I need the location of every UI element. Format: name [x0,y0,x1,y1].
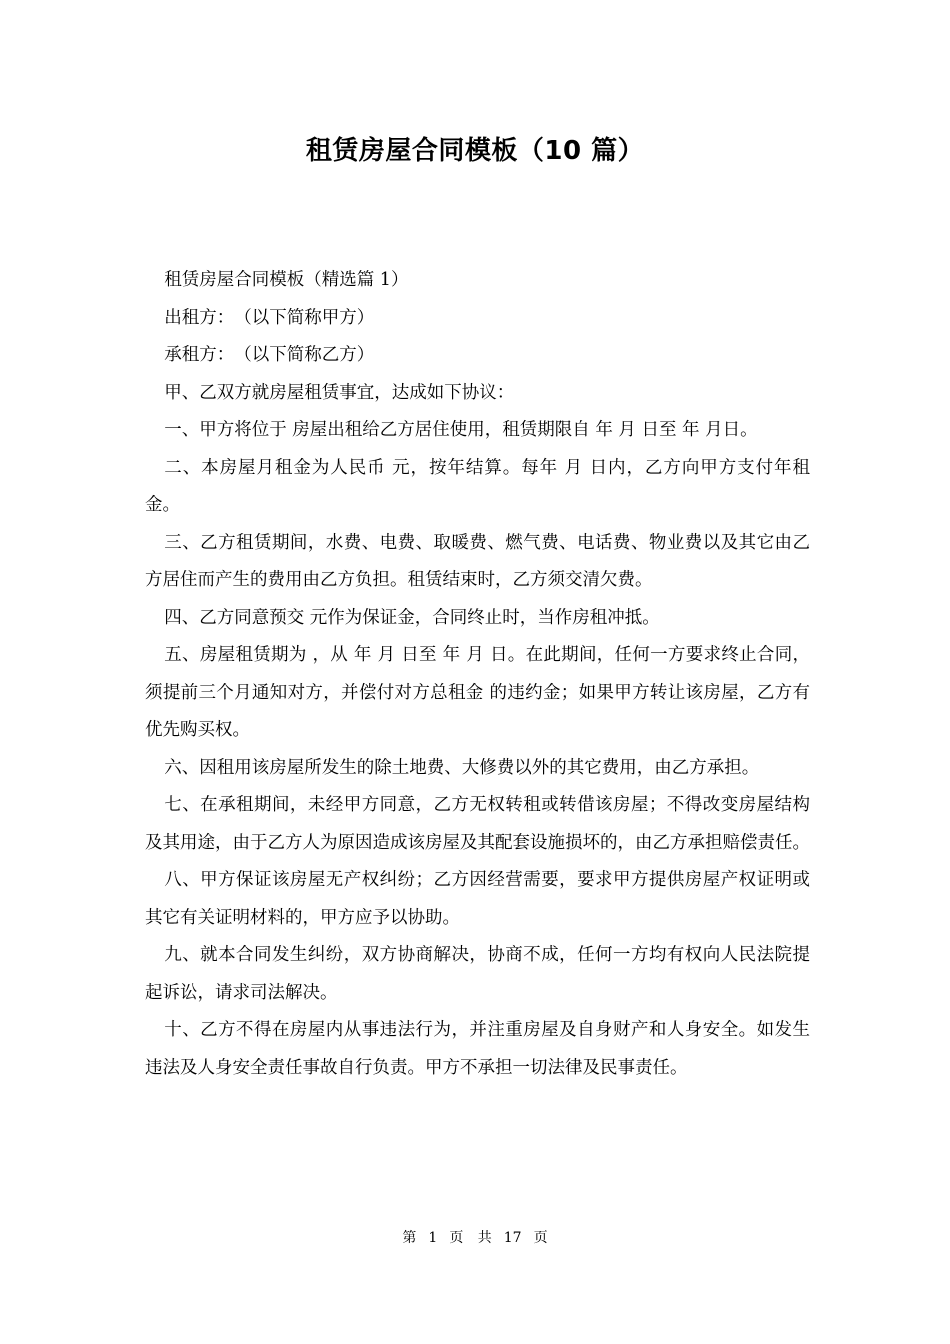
section-heading: 租赁房屋合同模板（精选篇 1） [164,270,409,290]
page-footer [0,1227,950,1247]
clause-2: 二、本房屋月租金为人民币 元，按年结算。每年 月 日内，乙方向甲方支付年租金。 [145,457,810,515]
clause-4: 四、乙方同意预交 元作为保证金，合同终止时，当作房租冲抵。 [164,607,660,628]
document-title: 租赁房屋合同模板（10 篇） [305,136,645,166]
clause-7: 七、在承租期间，未经甲方同意，乙方无权转租或转借该房屋；不得改变房屋结构及其用途，由于乙方人为原因造成该房屋及其配套设施损坏的，由乙方承担赔偿责任。 [145,795,810,853]
clause-9: 九、就本合同发生纠纷，双方协商解决，协商不成，任何一方均有权向人民法院提起诉讼，请求司法解决。 [145,945,810,1003]
clause-6: 六、因租用该房屋所发生的除土地费、大修费以外的其它费用，由乙方承担。 [164,757,760,778]
clause-10: 十、乙方不得在房屋内从事违法行为，并注重房屋及自身财产和人身安全。如发生违法及人身安全责任事故自行负责。甲方不承担一切法律及民事责任。 [145,1020,810,1078]
clause-3: 三、乙方租赁期间，水费、电费、取暖费、燃气费、电话费、物业费以及其它由乙方居住而产生的费用由乙方负担。租赁结束时，乙方须交清欠费。 [145,532,810,590]
footer-current-page: 1 [428,1230,438,1246]
document-body [145,262,810,1087]
clause-8: 八、甲方保证该房屋无产权纠纷；乙方因经营需要，要求甲方提供房屋产权证明或其它有关证明材料的，甲方应予以协助。 [145,870,810,928]
footer-label-pages: 页 [533,1230,548,1246]
clause-5: 五、房屋租赁期为 ，从 年 月 日至 年 月 日。在此期间，任何一方要求终止合同，须提前三个月通知对方，并偿付对方总租金 的违约金；如果甲方转让该房屋，乙方有优先购买权。 [145,645,810,740]
paragraph-lessee: 承租方： （以下简称乙方） [164,345,375,365]
clause-1: 一、甲方将位于 房屋出租给乙方居住使用，租赁期限自 年 月 日至 年 月日。 [164,420,758,440]
footer-total-pages: 17 [503,1230,522,1246]
paragraph-agreement-intro: 甲、乙双方就房屋租赁事宜，达成如下协议： [164,382,515,403]
paragraph-lessor: 出租方： （以下简称甲方） [164,307,375,328]
footer-label-of: 页 共 [449,1230,492,1246]
footer-label-page: 第 [402,1230,417,1246]
